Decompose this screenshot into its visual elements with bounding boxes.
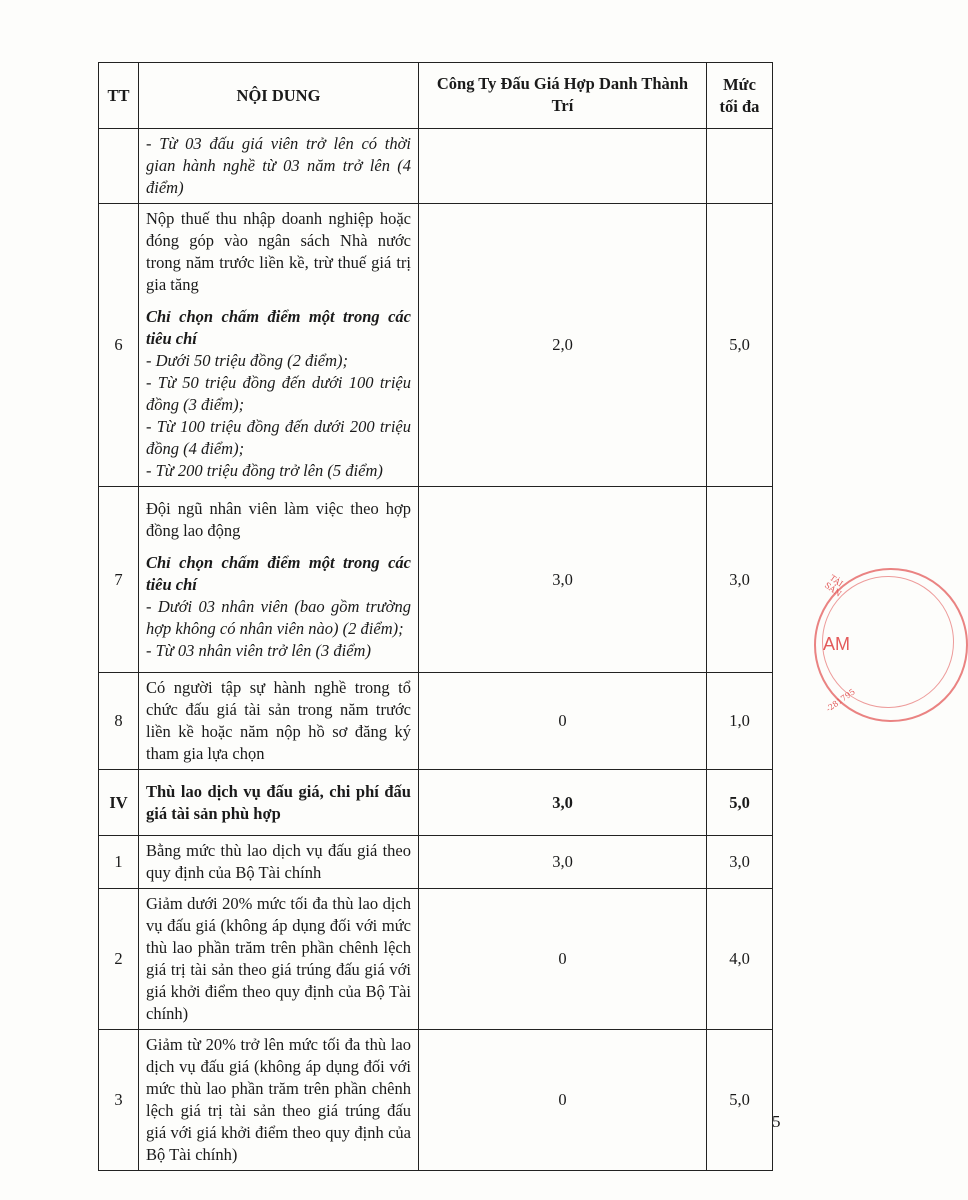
table-row [99, 487, 773, 673]
choose-instruction: Chỉ chọn chấm điểm một trong các tiêu chí [146, 552, 411, 594]
row-score [419, 129, 707, 204]
header-max: Mức tối đa [707, 63, 773, 129]
row-max: 5,0 [707, 204, 773, 487]
option-item: - Từ 100 triệu đồng đến dưới 200 triệu đồng (4 điểm); [146, 417, 411, 458]
row-score: 0 [419, 1030, 707, 1171]
table-row [99, 889, 773, 1030]
row-criterion: Có người tập sự hành nghề trong tổ chức đấu giá tài sản trong năm trước liền kề hoặc năm nộp hồ sơ đăng ký tham gia lựa chọn [139, 673, 419, 770]
seal-text-bottom: -281795 [824, 687, 857, 714]
row-score: 2,0 [419, 204, 707, 487]
seal-text-mid: AM [823, 634, 850, 654]
row-criterion: - Từ 03 đấu giá viên trở lên có thời gian hành nghề từ 03 năm trở lên (4 điểm) [139, 129, 419, 204]
row-max: 4,0 [707, 889, 773, 1030]
page-number: 5 [772, 1112, 781, 1131]
table-header-row [99, 63, 773, 129]
row-criterion: Giảm từ 20% trở lên mức tối đa thù lao dịch vụ đấu giá (không áp dụng đối với mức thù lao phần trăm trên phần chênh lệch giá trị tài sản theo giá trúng đấu giá với giá khởi điểm theo quy định của Bộ Tài chính) [139, 1030, 419, 1171]
row-max: 5,0 [707, 770, 773, 836]
table-row [99, 1030, 773, 1171]
row-max: 3,0 [707, 836, 773, 889]
option-item: - Dưới 50 triệu đồng (2 điểm); [146, 351, 349, 370]
row-tt: IV [99, 770, 139, 836]
option-item: - Dưới 03 nhân viên (bao gồm trường hợp không có nhân viên nào) (2 điểm); [146, 596, 411, 638]
row-max [707, 129, 773, 204]
row-tt: 6 [99, 204, 139, 487]
table-row [99, 204, 773, 487]
option-item: - Từ 50 triệu đồng đến dưới 100 triệu đồng (3 điểm); [146, 373, 411, 414]
row-score: 3,0 [419, 836, 707, 889]
criterion-text: Đội ngũ nhân viên làm việc theo hợp đồng lao động [146, 498, 411, 540]
choose-instruction: Chỉ chọn chấm điểm một trong các tiêu chí [146, 307, 411, 348]
row-criterion [139, 487, 419, 673]
row-tt: 8 [99, 673, 139, 770]
row-criterion [139, 204, 419, 487]
seal-text-top: TÀI SẢN [822, 573, 845, 599]
header-company: Công Ty Đấu Giá Hợp Danh Thành Trí [419, 63, 707, 129]
row-tt: 3 [99, 1030, 139, 1171]
table-row [99, 673, 773, 770]
scoring-table [98, 62, 773, 1171]
row-tt: 1 [99, 836, 139, 889]
row-max: 5,0 [707, 1030, 773, 1171]
table-row [99, 836, 773, 889]
option-item: - Từ 03 nhân viên trở lên (3 điểm) [146, 640, 371, 660]
table-row-section [99, 770, 773, 836]
row-tt: 7 [99, 487, 139, 673]
company-seal [814, 568, 857, 728]
row-tt: 2 [99, 889, 139, 1030]
row-criterion: Thù lao dịch vụ đấu giá, chi phí đấu giá tài sản phù hợp [139, 770, 419, 836]
row-score: 3,0 [419, 770, 707, 836]
row-score: 0 [419, 889, 707, 1030]
header-content: NỘI DUNG [139, 63, 419, 129]
row-max: 3,0 [707, 487, 773, 673]
row-score: 3,0 [419, 487, 707, 673]
row-max: 1,0 [707, 673, 773, 770]
header-tt: TT [99, 63, 139, 129]
row-criterion: Giảm dưới 20% mức tối đa thù lao dịch vụ đấu giá (không áp dụng đối với mức thù lao phần trăm trên phần chênh lệch giá trị tài sản theo giá trúng đấu giá với giá khởi điểm theo quy định của Bộ Tài chính) [139, 889, 419, 1030]
row-tt [99, 129, 139, 204]
criterion-text: Nộp thuế thu nhập doanh nghiệp hoặc đóng góp vào ngân sách Nhà nước trong năm trước liền kề, trừ thuế giá trị gia tăng [146, 209, 411, 294]
table-row [99, 129, 773, 204]
row-score: 0 [419, 673, 707, 770]
row-criterion: Bằng mức thù lao dịch vụ đấu giá theo quy định của Bộ Tài chính [139, 836, 419, 889]
option-item: - Từ 200 triệu đồng trở lên (5 điểm) [146, 461, 383, 480]
